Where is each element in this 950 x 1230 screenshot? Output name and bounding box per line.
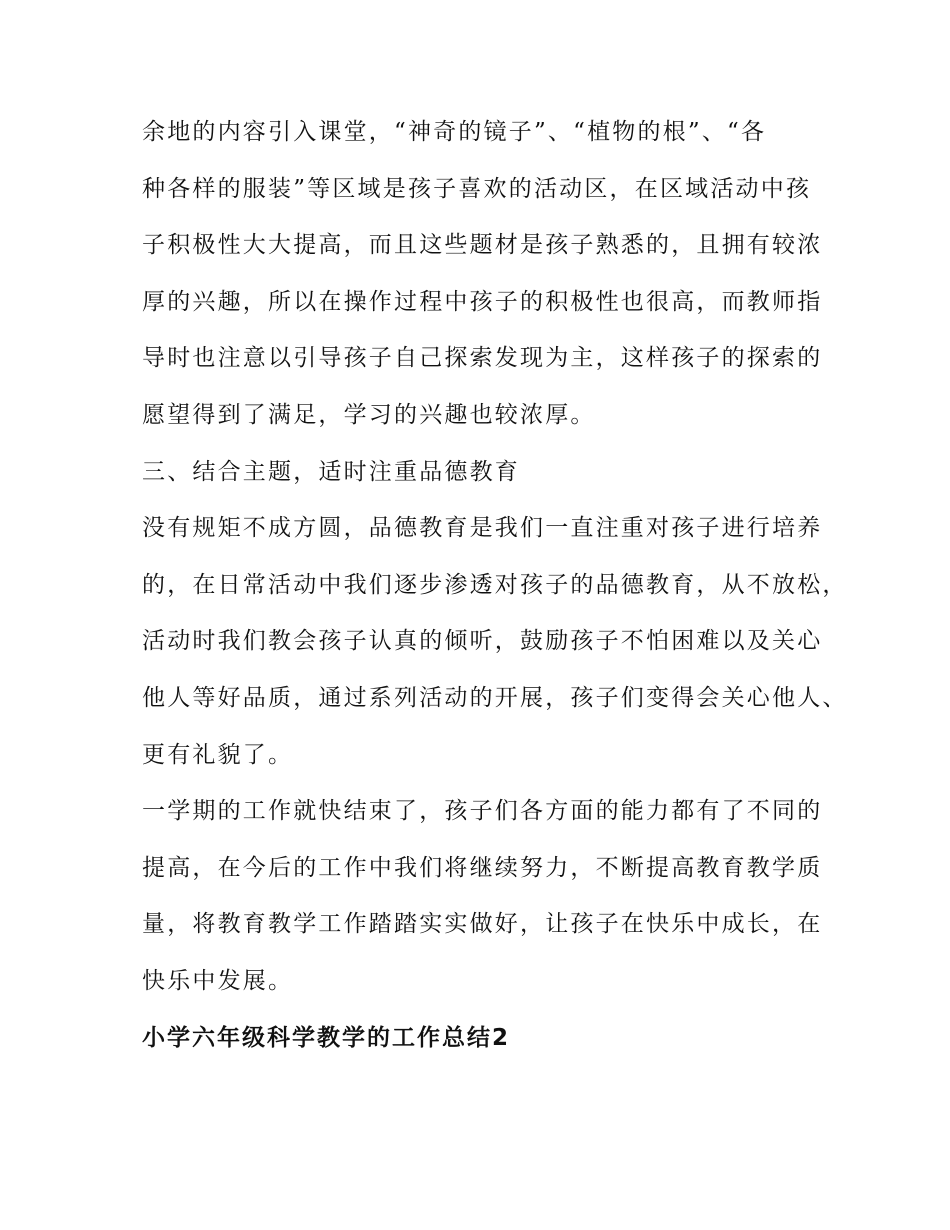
paragraph-line: 子积极性大大提高，而且这些题材是孩子熟悉的，且拥有较浓 [142, 232, 823, 259]
paragraph-line: 提高，在今后的工作中我们将继续努力，不断提高教育教学质 [142, 854, 823, 881]
paragraph-line: 量，将教育教学工作踏踏实实做好，让孩子在快乐中成长，在 [142, 911, 823, 938]
paragraph-line: 导时也注意以引导孩子自己探索发现为主，这样孩子的探索的 [142, 345, 823, 372]
paragraph-line: 愿望得到了满足，学习的兴趣也较浓厚。 [142, 401, 596, 428]
document-body [142, 104, 848, 1066]
paragraph-line: 没有规矩不成方圆，品德教育是我们一直注重对孩子进行培养 [142, 515, 823, 542]
paragraph-line: 一学期的工作就快结束了，孩子们各方面的能力都有了不同的 [142, 798, 823, 825]
section-title: 三、结合主题，适时注重品德教育 [142, 458, 520, 485]
paragraph-line: 种各样的服装”等区域是孩子喜欢的活动区，在区域活动中孩 [142, 175, 812, 202]
paragraph-line: 快乐中发展。 [142, 967, 294, 994]
paragraph-line: 余地的内容引入课堂，“神奇的镜子”、“植物的根”、“各 [142, 119, 767, 145]
paragraph-line: 更有礼貌了。 [142, 741, 294, 768]
paragraph-line: 厚的兴趣，所以在操作过程中孩子的积极性也很高，而教师指 [142, 288, 823, 315]
document-heading: 小学六年级科学教学的工作总结2 [142, 1024, 511, 1051]
paragraph-line: 活动时我们教会孩子认真的倾听，鼓励孩子不怕困难以及关心 [142, 628, 823, 655]
paragraph-line: 的，在日常活动中我们逐步渗透对孩子的品德教育，从不放松， [142, 571, 848, 598]
paragraph-line: 他人等好品质，通过系列活动的开展，孩子们变得会关心他人、 [142, 684, 848, 711]
